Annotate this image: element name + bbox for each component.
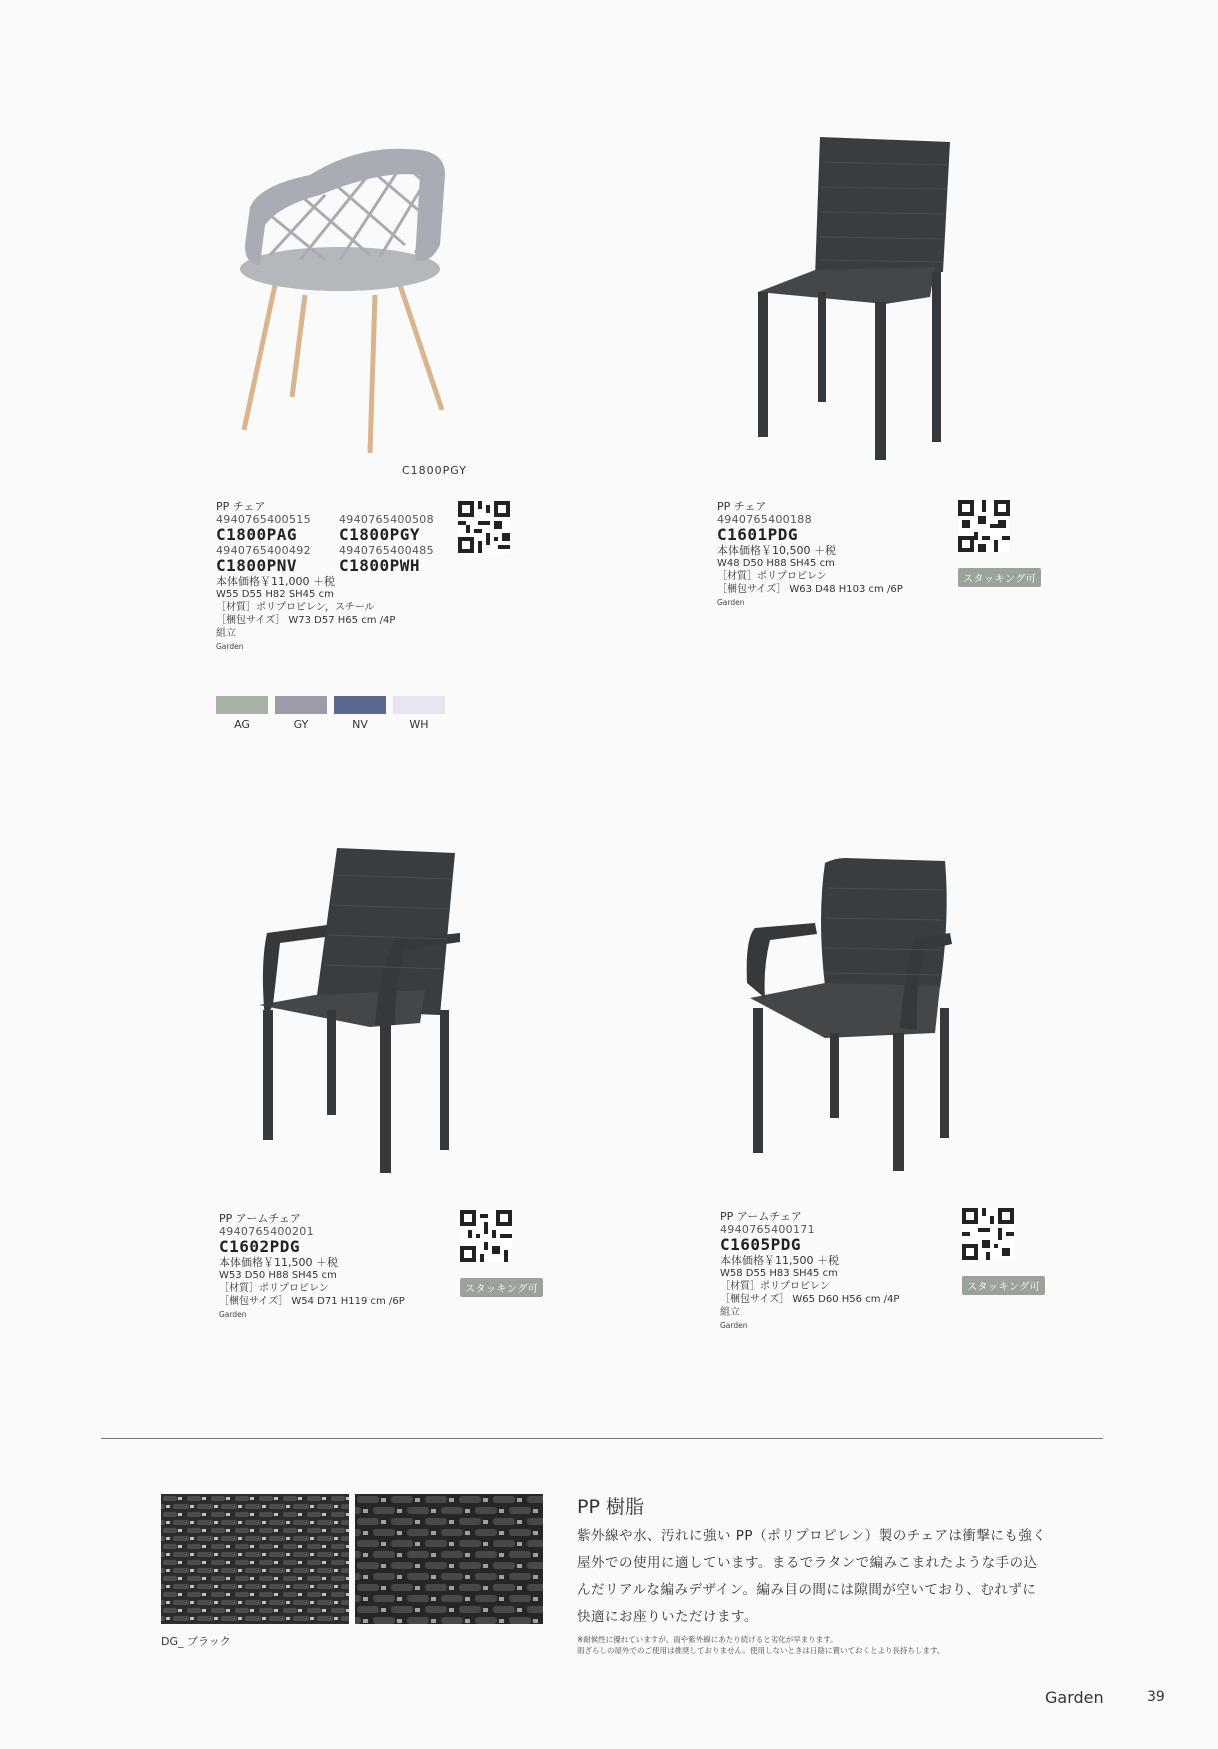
- color-swatch-wh: [393, 696, 445, 714]
- stacking-badge: スタッキング可: [958, 568, 1041, 587]
- dimensions: W58 D55 H83 SH45 cm: [720, 1268, 838, 1279]
- dimensions: W53 D50 H88 SH45 cm: [219, 1270, 337, 1281]
- stacking-badge: スタッキング可: [962, 1276, 1045, 1295]
- page-number: 39: [1147, 1689, 1165, 1705]
- section-title: PP 樹脂: [577, 1496, 644, 1518]
- swatch-label: AG: [234, 718, 250, 731]
- assembly: 組立: [216, 628, 236, 639]
- variant-row: [216, 544, 476, 575]
- variant: [339, 513, 454, 544]
- weave-sample-2: [355, 1494, 543, 1624]
- product-code: C1800PGY: [339, 525, 421, 544]
- product-code: C1800PNV: [216, 556, 298, 575]
- product-c1605pdg: [720, 1210, 960, 1332]
- chair-image-c1602: [255, 845, 470, 1175]
- product-c1602pdg: [219, 1212, 459, 1321]
- material: ［材質］ポリプロピレン: [720, 1281, 830, 1292]
- care-note-line: 雨ざらしの屋外でのご使用は推奨しておりません。使用しないときは日陰に置いておくとより長持ちします。: [577, 1646, 945, 1655]
- product-code: C1602PDG: [219, 1237, 301, 1256]
- series: Garden: [216, 642, 244, 651]
- product-code: C1601PDG: [717, 525, 799, 544]
- jan-code: 4940765400485: [339, 544, 434, 557]
- chair-image-c1605: [745, 858, 970, 1173]
- variant: [216, 513, 331, 544]
- dimensions: W55 D55 H82 SH45 cm: [216, 589, 334, 600]
- swatch-label: WH: [409, 718, 429, 731]
- assembly: 組立: [720, 1307, 740, 1318]
- qr-code-icon[interactable]: [958, 500, 1010, 552]
- chair-image-c1800: [230, 135, 460, 460]
- material: ［材質］ポリプロピレン，スチール: [216, 602, 375, 613]
- swatch-caption: DG_ ブラック: [161, 1635, 231, 1648]
- package-size: ［梱包サイズ］ W63 D48 H103 cm /6P: [717, 584, 903, 595]
- section-divider: [101, 1438, 1103, 1439]
- product-code: C1800PWH: [339, 556, 421, 575]
- product-category: PP チェア: [717, 500, 767, 513]
- product-c1800: [216, 500, 476, 653]
- jan-code: 4940765400515: [216, 513, 311, 526]
- jan-code: 4940765400188: [717, 513, 812, 526]
- variant: [216, 544, 331, 575]
- color-swatch-ag: [216, 696, 268, 714]
- material: ［材質］ポリプロピレン: [717, 571, 827, 582]
- chair-image-c1601: [755, 132, 955, 462]
- package-size: ［梱包サイズ］ W54 D71 H119 cm /6P: [219, 1296, 405, 1307]
- series: Garden: [717, 598, 745, 607]
- care-note-line: ※耐候性に優れていますが、雨や紫外線にあたり続けると劣化が早まります。: [577, 1635, 838, 1644]
- weave-sample-1: [161, 1494, 349, 1624]
- jan-code: 4940765400171: [720, 1223, 815, 1236]
- package-size: ［梱包サイズ］ W65 D60 H56 cm /4P: [720, 1294, 900, 1305]
- product-c1601pdg: [717, 500, 957, 609]
- jan-code: 4940765400201: [219, 1225, 314, 1238]
- image-caption: C1800PGY: [402, 464, 468, 477]
- product-category: PP チェア: [216, 500, 266, 513]
- variant-row: [216, 513, 476, 544]
- product-category: PP アームチェア: [219, 1212, 301, 1225]
- price: 本体価格￥11,500 ＋税: [219, 1256, 338, 1269]
- qr-code-icon[interactable]: [962, 1208, 1014, 1260]
- color-swatch-nv: [334, 696, 386, 714]
- price: 本体価格￥11,000 ＋税: [216, 575, 335, 588]
- series: Garden: [219, 1310, 247, 1319]
- jan-code: 4940765400508: [339, 513, 434, 526]
- jan-code: 4940765400492: [216, 544, 311, 557]
- color-swatch-gy: [275, 696, 327, 714]
- qr-code-icon[interactable]: [460, 1210, 512, 1262]
- section-body: 紫外線や水、汚れに強い PP（ポリプロピレン）製のチェアは衝撃にも強く屋外での使用に適しています。まるでラタンで編みこまれたような手の込んだリアルな編みデザイン。編み目の間には隙間が空いており、むれずに快適にお座りいただけます。: [577, 1528, 1047, 1625]
- variant: [339, 544, 454, 575]
- qr-code-icon[interactable]: [458, 501, 510, 553]
- package-size: ［梱包サイズ］ W73 D57 H65 cm /4P: [216, 615, 396, 626]
- product-category: PP アームチェア: [720, 1210, 802, 1223]
- dimensions: W48 D50 H88 SH45 cm: [717, 558, 835, 569]
- footer-category: Garden: [1045, 1688, 1104, 1707]
- product-code: C1605PDG: [720, 1235, 802, 1254]
- series: Garden: [720, 1321, 748, 1330]
- care-note: [577, 1634, 1097, 1656]
- product-code: C1800PAG: [216, 525, 298, 544]
- price: 本体価格￥11,500 ＋税: [720, 1254, 839, 1267]
- stacking-badge: スタッキング可: [460, 1278, 543, 1297]
- price: 本体価格￥10,500 ＋税: [717, 544, 836, 557]
- material: ［材質］ポリプロピレン: [219, 1283, 329, 1294]
- swatch-label: GY: [293, 718, 309, 731]
- swatch-label: NV: [352, 718, 368, 731]
